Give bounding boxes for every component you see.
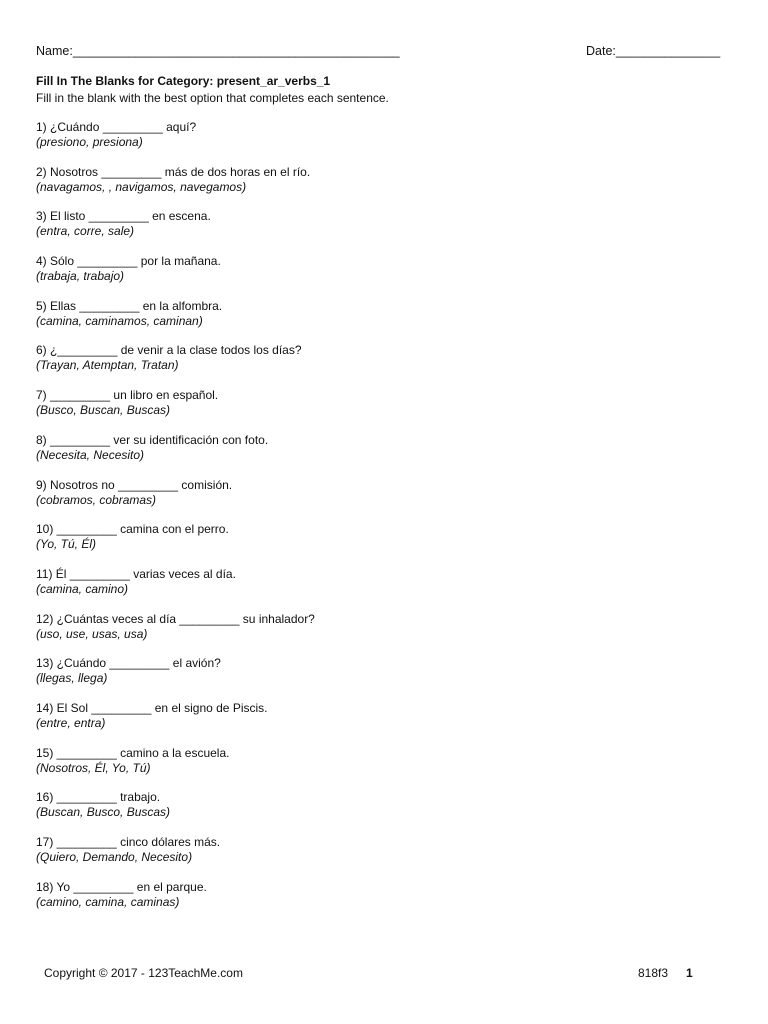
question-options: (entra, corre, sale) — [36, 224, 135, 239]
question-text: 5) Ellas _________ en la alfombra. — [36, 298, 223, 313]
question-text: 4) Sólo _________ por la mañana. — [36, 254, 221, 269]
question-text: 1) ¿Cuándo _________ aquí? — [36, 120, 197, 134]
question-options: (Busco, Buscan, Buscas) — [36, 403, 171, 418]
footer-code: 818f3 — [638, 966, 669, 980]
question-options: (cobramos, cobramas) — [36, 492, 157, 507]
question-options: (presiono, presiona) — [36, 135, 143, 149]
question-item — [36, 701, 736, 746]
date-field-label: Date:_______________ — [586, 44, 721, 58]
question-item — [36, 165, 736, 210]
question-text: 9) Nosotros no _________ comisión. — [36, 477, 233, 492]
question-text: 15) _________ camino a la escuela. — [36, 745, 230, 760]
question-item — [36, 209, 736, 254]
question-text: 12) ¿Cuántas veces al día _________ su inhalador? — [36, 611, 315, 626]
footer-copyright: Copyright © 2017 - 123TeachMe.com — [44, 966, 243, 980]
question-item — [36, 343, 736, 388]
question-item — [36, 746, 736, 791]
question-options: (trabaja, trabajo) — [36, 269, 125, 284]
question-item — [36, 880, 736, 925]
question-text: 2) Nosotros _________ más de dos horas en el río. — [36, 164, 311, 179]
question-item — [36, 433, 736, 478]
question-options: (camina, caminamos, caminan) — [36, 313, 203, 328]
question-item — [36, 388, 736, 433]
question-options: (entre, entra) — [36, 715, 106, 730]
question-item — [36, 612, 736, 657]
question-text: 7) _________ un libro en español. — [36, 388, 219, 403]
question-item — [36, 299, 736, 344]
question-text: 14) El Sol _________ en el signo de Piscis. — [36, 700, 268, 715]
question-text: 6) ¿_________ de venir a la clase todos los días? — [36, 343, 302, 358]
question-options: (camino, camina, caminas) — [36, 894, 180, 909]
name-field-label: Name:_______________________________________________ — [36, 44, 400, 58]
question-text: 3) El listo _________ en escena. — [36, 209, 211, 224]
question-options: (Yo, Tú, Él) — [36, 537, 97, 552]
question-options: (Buscan, Busco, Buscas) — [36, 805, 171, 820]
question-options: (Nosotros, Él, Yo, Tú) — [36, 760, 151, 775]
question-item — [36, 120, 736, 165]
worksheet-instructions: Fill in the blank with the best option that completes each sentence. — [36, 91, 389, 105]
question-item — [36, 522, 736, 567]
question-item — [36, 835, 736, 880]
question-options: (Necesita, Necesito) — [36, 447, 145, 462]
question-item — [36, 656, 736, 701]
question-text: 10) _________ camina con el perro. — [36, 522, 229, 537]
question-list — [36, 120, 736, 924]
question-options: (Trayan, Atemptan, Tratan) — [36, 358, 179, 373]
question-options: (llegas, llega) — [36, 671, 108, 686]
question-text: 16) _________ trabajo. — [36, 790, 161, 805]
question-text: 13) ¿Cuándo _________ el avión? — [36, 656, 221, 671]
question-options: (navagamos, , navigamos, navegamos) — [36, 179, 247, 194]
question-item — [36, 254, 736, 299]
question-options: (Quiero, Demando, Necesito) — [36, 850, 193, 864]
question-options: (uso, use, usas, usa) — [36, 626, 148, 641]
question-item — [36, 478, 736, 523]
question-text: 11) Él _________ varias veces al día. — [36, 566, 236, 581]
question-text: 18) Yo _________ en el parque. — [36, 879, 207, 894]
question-item — [36, 790, 736, 835]
page-number: 1 — [686, 966, 693, 980]
worksheet-title: Fill In The Blanks for Category: present_ar_verbs_1 — [36, 74, 331, 88]
question-item — [36, 567, 736, 612]
question-text: 8) _________ ver su identificación con foto. — [36, 432, 269, 447]
question-options: (camina, camino) — [36, 581, 129, 596]
question-text: 17) _________ cinco dólares más. — [36, 835, 221, 849]
